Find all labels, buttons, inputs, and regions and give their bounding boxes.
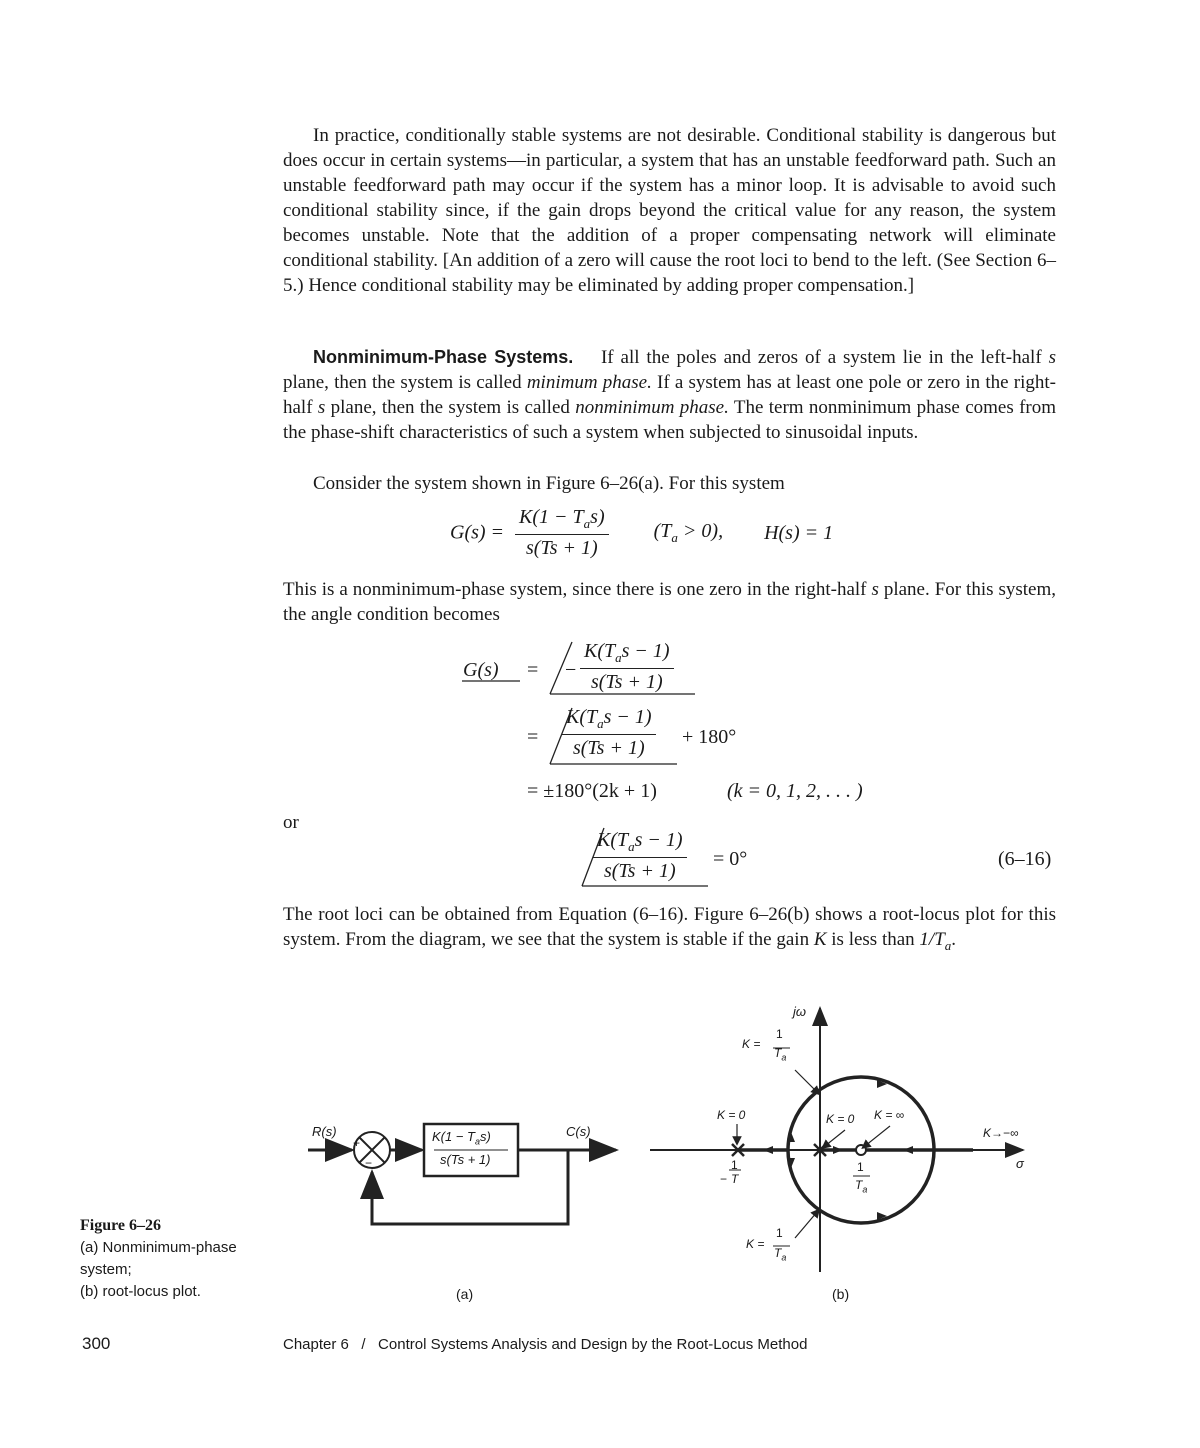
eq-angle-lhs: G(s) — [463, 659, 499, 681]
equation-g — [450, 506, 833, 560]
eq-lhs: G(s) = — [450, 521, 505, 544]
paragraph-nonminimum-phase — [283, 345, 1056, 445]
figure-b-label: (b) — [832, 1286, 850, 1302]
emphasis-term: nonminimum phase. — [575, 397, 729, 418]
frac-one: 1 — [776, 1226, 783, 1240]
eq-num-end: s − 1) — [603, 706, 652, 728]
text-run: K(1 − T — [432, 1129, 475, 1144]
k-zero-left-label: K = 0 — [717, 1108, 746, 1122]
eq-num-end: s) — [590, 506, 605, 528]
paragraph-conditional-stability — [283, 123, 1056, 298]
text-sub: a — [781, 1252, 787, 1263]
minus-sign: − — [720, 1172, 728, 1186]
eq-zero-deg: = 0° — [713, 848, 748, 870]
eq-k-range: (k = 0, 1, 2, . . . ) — [727, 780, 863, 802]
text-run: > 0), — [677, 520, 724, 542]
k-inf-mid-label: K = ∞ — [874, 1108, 905, 1122]
figure-number: Figure 6–26 — [80, 1217, 162, 1234]
eq-fraction-2 — [562, 706, 656, 760]
k-label-bottom: K = — [746, 1237, 765, 1251]
jw-axis-label: jω — [793, 1004, 807, 1019]
eq-den: s(Ts + 1) — [590, 671, 663, 693]
block-tf-num — [432, 1129, 491, 1147]
root-locus-plot — [645, 1000, 1045, 1280]
eq-fraction-4 — [593, 829, 687, 883]
frac-one: 1 — [776, 1027, 783, 1041]
frac-one: 1 — [857, 1160, 864, 1174]
text-run: 1/T — [919, 929, 945, 950]
eq-equals: = — [527, 659, 539, 681]
text-run: plane, then the system is called — [283, 372, 527, 393]
eq-num: K(T — [584, 640, 616, 662]
text-run: The term nonminimum phase comes from the phase-shift characteristics of such a system when subjected to sinusoidal inputs. — [283, 397, 1056, 443]
frac-ta — [774, 1046, 786, 1062]
caption-line: (b) root-locus plot. — [80, 1283, 201, 1300]
sigma-axis-label: σ — [1016, 1156, 1024, 1171]
k-label-top: K = — [742, 1037, 761, 1051]
k-neg-inf-label: K→−∞ — [983, 1126, 1019, 1140]
pointer-line — [865, 1126, 890, 1146]
frac-one: 1 — [731, 1158, 738, 1172]
text-run: is less than — [826, 929, 920, 950]
running-footer: Chapter 6 / Control Systems Analysis and Design by the Root-Locus Method — [283, 1336, 808, 1353]
frac-t: T — [731, 1172, 739, 1186]
caption-line: (a) Nonminimum-phase system; — [80, 1239, 237, 1278]
plus-sign: + — [353, 1136, 361, 1150]
text-run: s — [1048, 347, 1056, 368]
eq-num: K(T — [566, 706, 598, 728]
eq-den: s(Ts + 1) — [603, 860, 676, 882]
input-label: R(s) — [312, 1124, 337, 1139]
direction-arrow — [903, 1146, 913, 1154]
eq-sub: a — [597, 716, 604, 731]
text-run: . — [951, 929, 957, 950]
text-run: If all the poles and zeros of a system lie in the left-half — [600, 347, 1049, 368]
paragraph-nonminimum-system — [283, 577, 1056, 627]
eq-fraction-1 — [580, 640, 674, 694]
eq-condition — [653, 520, 724, 545]
minus-sign: − — [365, 1156, 373, 1170]
pointer-line — [795, 1212, 817, 1238]
text-sub: a — [475, 1136, 481, 1147]
pointer-line — [795, 1070, 817, 1092]
eq-equals: = — [527, 726, 539, 748]
or-word: or — [283, 812, 299, 833]
eq-den: s(Ts + 1) — [572, 737, 645, 759]
equation-number: (6–16) — [998, 848, 1052, 870]
direction-arrow — [833, 1146, 843, 1154]
figure-a-label: (a) — [456, 1286, 474, 1302]
eq-num-end: s − 1) — [634, 829, 683, 851]
paragraph-consider — [283, 471, 1056, 496]
output-label: C(s) — [566, 1124, 591, 1139]
page-number: 300 — [82, 1334, 111, 1353]
text-sub: a — [862, 1184, 868, 1195]
eq-h: H(s) = 1 — [764, 521, 834, 544]
paragraph-text: Consider the system shown in Figure 6–26(a). For this system — [313, 473, 785, 494]
eq-sub: a — [671, 530, 678, 545]
direction-arrow — [763, 1146, 773, 1154]
text-run: The root loci can be obtained from Equation (6–16). Figure 6–26(b) shows a root-locus plot for this system. From the diagram, we see that the system is stable if the gain — [283, 904, 1056, 950]
k-zero-mid-label: K = 0 — [826, 1112, 855, 1126]
frac-ta — [855, 1178, 867, 1194]
eq-num-end: s − 1) — [621, 640, 670, 662]
figure-caption — [80, 1215, 255, 1303]
eq-sub: a — [628, 839, 635, 854]
eq-minus: − — [565, 659, 577, 681]
zero-marker — [856, 1145, 866, 1155]
text-run: s — [871, 579, 879, 600]
block-tf-den: s(Ts + 1) — [440, 1152, 491, 1167]
paragraph-root-loci — [283, 902, 1056, 958]
eq-num: K(1 − T — [519, 506, 584, 528]
text-run: If a system has at least one pole or zero in the right-half — [283, 372, 1056, 418]
text-run: (T — [653, 520, 672, 542]
text-run: plane, then the system is called — [325, 397, 576, 418]
text-run: T — [774, 1246, 782, 1260]
eq-den: s(Ts + 1) — [526, 537, 598, 559]
text-sub: a — [781, 1052, 787, 1063]
text-run: T — [774, 1046, 782, 1060]
text-run: s — [317, 397, 326, 418]
text-run: This is a nonminimum-phase system, since there is one zero in the right-half — [283, 579, 872, 600]
text-run: T — [855, 1178, 863, 1192]
eq-plus-180: + 180° — [682, 726, 737, 748]
text-run: s) — [480, 1129, 491, 1144]
paragraph-text: In practice, conditionally stable systems are not desirable. Conditional stability is dangerous but does occur in certain systems—in particular, a system that has an unstable feedforward path. Such an unstable feedforward path may occur if the system has a minor loop. It is advisable to avoid such conditional stability since, if the gain drops beyond the critical value for any reason, the system becomes unstable. Note that the addition of a proper compensating network will eliminate conditional stability. [An addition of a zero will cause the root loci to bend to the left. (See Section 6–5.) Hence conditional stability may be eliminated by adding proper compensation.] — [283, 125, 1056, 296]
text-run: plane. For this system, the angle condition becomes — [283, 579, 1056, 625]
eq-sub: a — [615, 650, 622, 665]
section-heading: Nonminimum-Phase Systems. — [313, 347, 574, 367]
emphasis-term: minimum phase. — [526, 372, 652, 393]
eq-sub: a — [583, 516, 591, 531]
frac-ta — [774, 1246, 786, 1262]
eq-pm-180: = ±180°(2k + 1) — [527, 780, 657, 802]
eq-num: K(T — [597, 829, 629, 851]
text-run: K — [813, 929, 827, 950]
text-sub: a — [944, 937, 952, 953]
pointer-line — [825, 1130, 845, 1146]
eq-fraction — [515, 506, 609, 560]
